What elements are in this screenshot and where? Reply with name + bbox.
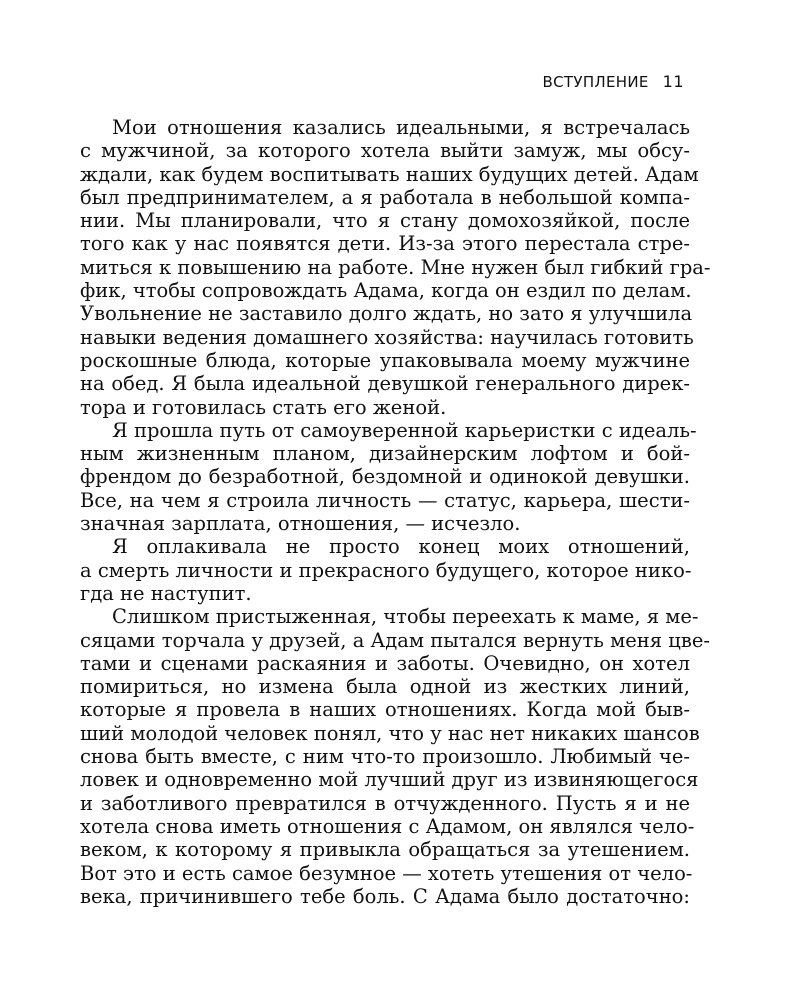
paragraph [80,116,711,419]
text-line: миться к повышению на работе. Мне нужен был гибкий гра- [80,255,711,279]
text-line: навыки ведения домашнего хозяйства: научилась готовить [80,325,694,349]
text-line: хотела снова иметь отношения с Адамом, он являлся чело- [80,814,695,838]
paragraph [80,605,710,908]
text-line: сяцами торчала у друзей, а Адам пытался вернуть меня цве- [80,628,710,652]
text-line: ший молодой человек понял, что у нас нет никаких шансов [80,721,700,745]
text-line: Слишком пристыженная, чтобы переехать к маме, я ме- [112,605,699,629]
text-line: Все, на чем я строила личность — статус, карьера, шести- [80,488,690,512]
text-line: нии. Мы планировали, что я стану домохозяйкой, после [80,209,690,233]
text-line: веком, к которому я привыкла обращаться за утешением. [80,838,690,862]
text-line: Мои отношения казались идеальными, я встречалась [112,116,690,139]
text-line: ловек и одновременно мой лучший друг из извиняющегося [80,768,699,792]
paragraph [80,418,697,536]
text-line: помириться, но измена была одной из жестких линий, [80,675,690,699]
text-line: на обед. Я была идеальной девушкой генерального дирек- [80,372,690,396]
text-line: был предпринимателем, а я работала в небольшой компа- [80,185,690,209]
text-line: которые я провела в наших отношениях. Когда мой быв- [80,698,690,722]
page-number: 11 [662,72,684,91]
text-line: ждали, как будем воспитывать наших будущих детей. Адам [80,162,699,186]
text-line: значная зарплата, отношения, — исчезло. [80,512,521,536]
text-line: роскошные блюда, которые упаковывала моему мужчине [80,348,690,372]
section-title: ВСТУПЛЕНИЕ [542,73,649,91]
text-line: Увольнение не заставило долго ждать, но зато я улучшила [80,302,693,326]
text-line: гда не наступит. [80,581,252,605]
text-line: века, причинившего тебе боль. С Адама было достаточно: [80,884,690,908]
text-line: тами и сценами раскаяния и заботы. Очевидно, он хотел [80,651,690,675]
text-line: Я оплакивала не просто конец моих отношений, [112,535,690,559]
text-line: тора и готовилась стать его женой. [80,395,447,419]
body-text [80,116,711,908]
text-line: ным жизненным планом, дизайнерским лофтом и бой- [80,442,690,466]
text-line: и заботливого превратился в отчужденного. Пусть я и не [80,791,690,815]
text-line: того как у нас появятся дети. Из-за этого перестала стре- [80,232,690,256]
text-line: Вот это и есть самое безумное — хотеть утешения от чело- [80,861,693,885]
text-line: Я прошла путь от самоуверенной карьеристки с идеаль- [112,418,697,442]
text-line: а смерть личности и прекрасного будущего, которое нико- [80,558,692,582]
running-header [543,72,684,91]
text-line: с мужчиной, за которого хотела выйти замуж, мы обсу- [80,139,690,163]
text-line: снова быть вместе, с ним что-то произошло. Любимый че- [80,745,690,769]
paragraph [80,535,690,605]
text-line: фик, чтобы сопровождать Адама, когда он ездил по делам. [80,279,692,303]
text-line: френдом до безработной, бездомной и одинокой девушки. [80,465,690,489]
